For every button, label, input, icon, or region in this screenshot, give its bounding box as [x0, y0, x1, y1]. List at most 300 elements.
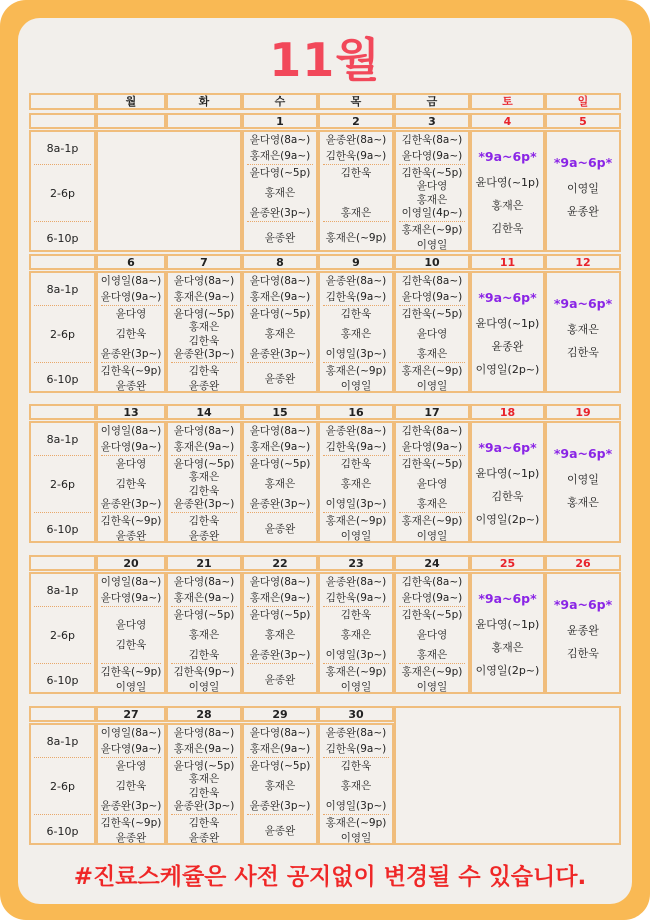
staff-entry: 윤다영(8a~)	[249, 425, 311, 437]
staff-entry: 윤종완(3p~)	[173, 498, 235, 510]
date-cell: 21	[166, 555, 242, 571]
staff-entry: 이영일	[340, 832, 372, 844]
day-cell	[166, 271, 242, 393]
time-slot-label: 6-10p	[46, 372, 79, 386]
date-cell: 23	[318, 555, 394, 571]
slot-divider	[101, 606, 161, 607]
staff-entry: 윤다영(8a~)	[173, 727, 235, 739]
staff-entry: 김한욱	[188, 335, 220, 347]
weekend-cell	[470, 572, 545, 694]
slot-divider	[171, 757, 237, 758]
staff-entry: 이영일(2p~)	[475, 664, 540, 677]
staff-entry: 홍재은(~9p)	[401, 365, 463, 377]
staff-entry: 이영일(4p~)	[401, 207, 463, 219]
staff-entry: 윤종완(3p~)	[249, 649, 311, 661]
staff-entry: 윤종완	[264, 825, 296, 837]
staff-entry: 윤다영(8a~)	[173, 576, 235, 588]
staff-entry: 홍재은(~9p)	[325, 515, 387, 527]
slot-divider	[323, 512, 389, 513]
date-cell: 14	[166, 404, 242, 420]
slot-divider	[399, 305, 465, 306]
staff-entry: 김한욱	[340, 458, 372, 470]
staff-entry: 윤다영	[416, 478, 448, 490]
empty-day-cell	[394, 706, 621, 845]
weekday-header: 화	[166, 93, 242, 110]
day-cell	[318, 723, 394, 845]
date-cell: 12	[545, 254, 621, 270]
slot-divider	[247, 221, 313, 222]
staff-entry: 김한욱	[567, 346, 599, 359]
time-slot-label: 2-6p	[50, 629, 75, 642]
date-cell: 6	[96, 254, 166, 270]
date-row-label	[29, 555, 96, 571]
date-cell: 11	[470, 254, 545, 270]
slot-divider	[171, 362, 237, 363]
staff-entry: 김한욱	[340, 760, 372, 772]
slot-divider	[399, 362, 465, 363]
date-cell: 2	[318, 113, 394, 129]
staff-entry: 이영일	[340, 681, 372, 693]
staff-entry: 김한욱	[115, 639, 147, 651]
slot-divider	[323, 221, 389, 222]
weekend-cell	[545, 130, 621, 252]
time-slot-label: 8a-1p	[46, 433, 79, 446]
weekend-cell	[545, 421, 621, 543]
staff-entry: 홍재은	[416, 498, 448, 510]
slot-divider	[101, 455, 161, 456]
staff-entry: 윤종완(8a~)	[325, 727, 387, 739]
slot-divider	[247, 455, 313, 456]
time-slot-column	[29, 271, 96, 393]
staff-entry: 홍재은(9a~)	[173, 743, 235, 755]
staff-entry: 이영일	[115, 681, 147, 693]
date-cell: 1	[242, 113, 318, 129]
slot-divider	[247, 814, 313, 815]
day-cell	[242, 130, 318, 252]
staff-entry: 이영일(8a~)	[100, 727, 162, 739]
date-row-label	[29, 404, 96, 420]
staff-entry: 윤다영(~5p)	[249, 167, 311, 179]
date-cell: 26	[545, 555, 621, 571]
staff-entry: 홍재은	[416, 194, 448, 206]
date-row-label	[29, 254, 96, 270]
staff-entry: 김한욱(~9p)	[100, 515, 162, 527]
date-row-label	[29, 113, 96, 129]
staff-entry: 윤다영(8a~)	[249, 576, 311, 588]
staff-entry: 윤다영(9a~)	[401, 592, 463, 604]
staff-entry: 홍재은(9a~)	[173, 592, 235, 604]
staff-entry: 윤다영	[416, 629, 448, 641]
staff-entry: 김한욱	[567, 647, 599, 660]
staff-entry: 김한욱(~9p)	[100, 817, 162, 829]
day-cell	[318, 421, 394, 543]
staff-entry: 홍재은(9a~)	[173, 441, 235, 453]
slot-divider	[101, 663, 161, 664]
staff-entry: 윤다영(~5p)	[249, 760, 311, 772]
staff-entry: 윤다영(8a~)	[249, 727, 311, 739]
date-cell: 9	[318, 254, 394, 270]
weekday-header: 토	[470, 93, 545, 110]
staff-entry: 김한욱(~5p)	[401, 458, 463, 470]
slot-divider	[101, 305, 161, 306]
staff-entry: 이영일	[416, 380, 448, 392]
weekday-header: 수	[242, 93, 318, 110]
day-cell	[394, 130, 470, 252]
staff-entry: 홍재은(9a~)	[249, 441, 311, 453]
day-cell	[394, 421, 470, 543]
staff-entry: 홍재은	[491, 199, 524, 212]
day-cell	[318, 572, 394, 694]
staff-entry: 김한욱	[188, 485, 220, 497]
schedule-notice: #진료스케쥴은 사전 공지없이 변경될 수 있습니다.	[73, 864, 587, 890]
staff-entry: 윤종완	[115, 380, 147, 392]
date-cell: 13	[96, 404, 166, 420]
day-cell	[394, 572, 470, 694]
staff-entry: 윤종완	[188, 380, 220, 392]
time-slot-label: 2-6p	[50, 478, 75, 491]
slot-divider	[399, 606, 465, 607]
staff-entry: 이영일(3p~)	[325, 800, 387, 812]
day-cell	[242, 421, 318, 543]
staff-entry: 윤다영(8a~)	[173, 275, 235, 287]
time-slot-label: 8a-1p	[46, 142, 79, 155]
staff-entry: 윤종완(3p~)	[249, 207, 311, 219]
weekend-hours: *9a~6p*	[553, 446, 613, 461]
date-cell: 24	[394, 555, 470, 571]
weekday-header: 일	[545, 93, 621, 110]
staff-entry: 홍재은(9a~)	[249, 150, 311, 162]
slot-divider	[323, 164, 389, 165]
date-cell: 27	[96, 706, 166, 722]
staff-entry: 이영일	[567, 473, 599, 486]
staff-entry: 김한욱(9a~)	[325, 441, 387, 453]
day-cell	[242, 723, 318, 845]
weekend-hours: *9a~6p*	[478, 440, 537, 455]
staff-entry: 이영일	[416, 681, 448, 693]
staff-entry: 윤종완	[567, 205, 599, 218]
date-cell: 3	[394, 113, 470, 129]
staff-entry: 홍재은	[264, 328, 296, 340]
page-title: 11월	[269, 33, 381, 87]
staff-entry: 윤종완(3p~)	[249, 800, 311, 812]
staff-entry: 윤다영(~1p)	[475, 618, 540, 631]
day-cell	[96, 421, 166, 543]
staff-entry: 홍재은	[416, 348, 448, 360]
staff-entry: 홍재은(~9p)	[325, 817, 387, 829]
slot-divider	[399, 164, 465, 165]
staff-entry: 윤종완(8a~)	[325, 275, 387, 287]
day-cell	[242, 572, 318, 694]
date-cell: 22	[242, 555, 318, 571]
slot-divider	[101, 814, 161, 815]
day-cell	[166, 572, 242, 694]
staff-entry: 윤종완(8a~)	[325, 425, 387, 437]
day-cell	[166, 421, 242, 543]
staff-entry: 홍재은	[188, 773, 220, 785]
slot-divider	[171, 814, 237, 815]
time-slot-label: 2-6p	[50, 187, 75, 200]
staff-entry: 홍재은(9a~)	[249, 743, 311, 755]
staff-entry: 윤다영(~5p)	[249, 308, 311, 320]
slot-divider	[101, 362, 161, 363]
slot-divider	[399, 663, 465, 664]
day-cell	[394, 271, 470, 393]
staff-entry: 김한욱(8a~)	[401, 134, 463, 146]
staff-entry: 김한욱(8a~)	[401, 425, 463, 437]
time-slot-column	[29, 421, 96, 543]
slot-divider	[247, 757, 313, 758]
staff-entry: 윤다영(9a~)	[401, 441, 463, 453]
slot-divider	[247, 164, 313, 165]
day-cell	[96, 723, 166, 845]
staff-entry: 김한욱(~5p)	[401, 609, 463, 621]
staff-entry: 윤다영	[115, 619, 147, 631]
staff-entry: 홍재은(9a~)	[249, 291, 311, 303]
weekend-cell	[470, 271, 545, 393]
staff-entry: 홍재은	[264, 187, 296, 199]
staff-entry: 홍재은	[264, 629, 296, 641]
slot-divider	[399, 455, 465, 456]
weekend-hours: *9a~6p*	[553, 296, 613, 311]
staff-entry: 윤종완	[264, 232, 296, 244]
staff-entry: 윤종완	[264, 674, 296, 686]
staff-entry: 홍재은	[264, 478, 296, 490]
staff-entry: 윤종완(3p~)	[173, 348, 235, 360]
staff-entry: 윤다영(~5p)	[249, 458, 311, 470]
date-cell: 20	[96, 555, 166, 571]
staff-entry: 김한욱	[115, 478, 147, 490]
staff-entry: 이영일	[340, 380, 372, 392]
date-cell: 17	[394, 404, 470, 420]
slot-divider	[247, 512, 313, 513]
day-cell	[96, 572, 166, 694]
staff-entry: 윤다영(8a~)	[173, 425, 235, 437]
weekday-header: 월	[96, 93, 166, 110]
staff-entry: 윤다영(~1p)	[475, 176, 540, 189]
staff-entry: 홍재은	[340, 780, 372, 792]
staff-entry: 윤다영(~5p)	[173, 458, 235, 470]
staff-entry: 윤다영(~5p)	[173, 308, 235, 320]
staff-entry: 홍재은	[340, 478, 372, 490]
staff-entry: 윤종완	[115, 832, 147, 844]
staff-entry: 김한욱	[340, 609, 372, 621]
staff-entry: 윤다영(~5p)	[249, 609, 311, 621]
time-slot-label: 8a-1p	[46, 283, 79, 296]
staff-entry: 김한욱(~5p)	[401, 308, 463, 320]
staff-entry: 김한욱	[188, 515, 220, 527]
staff-entry: 김한욱	[188, 365, 220, 377]
date-cell: 7	[166, 254, 242, 270]
staff-entry: 윤다영	[115, 458, 147, 470]
staff-entry: 윤다영	[115, 760, 147, 772]
staff-entry: 홍재은	[416, 649, 448, 661]
slot-divider	[323, 757, 389, 758]
slot-divider	[323, 814, 389, 815]
staff-entry: 홍재은	[340, 328, 372, 340]
date-cell: 30	[318, 706, 394, 722]
staff-entry: 이영일(2p~)	[475, 513, 540, 526]
staff-entry: 홍재은(~9p)	[401, 515, 463, 527]
date-cell: 16	[318, 404, 394, 420]
date-cell: 5	[545, 113, 621, 129]
weekday-header: 목	[318, 93, 394, 110]
staff-entry: 이영일	[416, 239, 448, 251]
staff-entry: 홍재은	[340, 629, 372, 641]
staff-entry: 홍재은(~9p)	[325, 365, 387, 377]
time-slot-label: 6-10p	[46, 673, 79, 687]
staff-entry: 윤다영(9a~)	[100, 743, 162, 755]
staff-entry: 윤종완(3p~)	[100, 348, 162, 360]
time-slot-label: 8a-1p	[46, 735, 79, 748]
date-row-label	[29, 706, 96, 722]
staff-entry: 윤다영(9a~)	[401, 150, 463, 162]
day-cell	[96, 271, 166, 393]
slot-divider	[323, 663, 389, 664]
slot-divider	[323, 305, 389, 306]
staff-entry: 김한욱(8a~)	[401, 275, 463, 287]
staff-entry: 김한욱(9a~)	[325, 150, 387, 162]
slot-divider	[171, 663, 237, 664]
staff-entry: 이영일	[340, 530, 372, 542]
staff-entry: 김한욱	[115, 328, 147, 340]
time-slot-column	[29, 130, 96, 252]
staff-entry: 홍재은(~9p)	[325, 666, 387, 678]
staff-entry: 윤다영	[416, 180, 448, 192]
staff-entry: 윤다영(~1p)	[475, 317, 540, 330]
staff-entry: 홍재은(~9p)	[325, 232, 387, 244]
staff-entry: 김한욱(~9p)	[100, 666, 162, 678]
slot-divider	[171, 606, 237, 607]
staff-entry: 홍재은(~9p)	[401, 666, 463, 678]
staff-entry: 윤다영(9a~)	[100, 291, 162, 303]
slot-divider	[171, 455, 237, 456]
staff-entry: 홍재은	[264, 780, 296, 792]
slot-divider	[399, 221, 465, 222]
slot-divider	[101, 757, 161, 758]
header-corner	[29, 93, 96, 110]
time-slot-label: 6-10p	[46, 231, 79, 245]
staff-entry: 홍재은	[491, 641, 524, 654]
staff-entry: 윤다영(~5p)	[173, 760, 235, 772]
slot-divider	[247, 606, 313, 607]
slot-divider	[247, 305, 313, 306]
slot-divider	[247, 663, 313, 664]
time-slot-label: 6-10p	[46, 522, 79, 536]
staff-entry: 윤다영(9a~)	[100, 441, 162, 453]
weekend-hours: *9a~6p*	[553, 155, 613, 170]
staff-entry: 윤종완	[264, 523, 296, 535]
staff-entry: 홍재은	[567, 496, 599, 509]
staff-entry: 윤다영(8a~)	[249, 134, 311, 146]
staff-entry: 홍재은	[188, 471, 220, 483]
staff-entry: 김한욱	[340, 167, 372, 179]
time-slot-label: 6-10p	[46, 824, 79, 838]
date-cell: 28	[166, 706, 242, 722]
staff-entry: 이영일(3p~)	[325, 348, 387, 360]
staff-entry: 윤다영(8a~)	[249, 275, 311, 287]
staff-entry: 이영일	[567, 182, 599, 195]
staff-entry: 김한욱(9a~)	[325, 291, 387, 303]
staff-entry: 김한욱	[340, 308, 372, 320]
weekend-hours: *9a~6p*	[553, 597, 613, 612]
staff-entry: 홍재은	[188, 321, 220, 333]
staff-entry: 김한욱(~9p)	[100, 365, 162, 377]
slot-divider	[171, 305, 237, 306]
staff-entry: 김한욱	[188, 817, 220, 829]
staff-entry: 김한욱	[115, 780, 147, 792]
weekend-hours: *9a~6p*	[478, 591, 537, 606]
staff-entry: 윤종완	[188, 832, 220, 844]
time-slot-label: 2-6p	[50, 328, 75, 341]
staff-entry: 윤종완	[567, 624, 599, 637]
staff-entry: 이영일(8a~)	[100, 425, 162, 437]
staff-entry: 이영일(8a~)	[100, 275, 162, 287]
staff-entry: 김한욱(9a~)	[325, 592, 387, 604]
staff-entry: 김한욱	[491, 222, 524, 235]
staff-entry: 홍재은(9a~)	[173, 291, 235, 303]
staff-entry: 윤다영(9a~)	[401, 291, 463, 303]
slot-divider	[399, 512, 465, 513]
slot-divider	[323, 362, 389, 363]
weekend-hours: *9a~6p*	[478, 290, 537, 305]
staff-entry: 윤다영	[416, 328, 448, 340]
staff-entry: 홍재은	[567, 323, 599, 336]
date-cell: 15	[242, 404, 318, 420]
staff-entry: 윤종완	[115, 530, 147, 542]
staff-entry: 윤종완(8a~)	[325, 576, 387, 588]
staff-entry: 홍재은(9a~)	[249, 592, 311, 604]
staff-entry: 윤종완(3p~)	[173, 800, 235, 812]
date-cell: 10	[394, 254, 470, 270]
staff-entry: 홍재은	[340, 207, 372, 219]
slot-divider	[323, 606, 389, 607]
staff-entry: 김한욱	[188, 787, 220, 799]
staff-entry: 윤종완	[188, 530, 220, 542]
day-cell	[166, 723, 242, 845]
slot-divider	[101, 512, 161, 513]
staff-entry: 윤다영	[115, 308, 147, 320]
day-cell	[242, 271, 318, 393]
date-cell: 29	[242, 706, 318, 722]
staff-entry: 이영일(8a~)	[100, 576, 162, 588]
date-cell	[166, 113, 242, 129]
staff-entry: 윤다영(~5p)	[173, 609, 235, 621]
staff-entry: 윤다영(9a~)	[100, 592, 162, 604]
date-cell: 8	[242, 254, 318, 270]
slot-divider	[323, 455, 389, 456]
date-cell	[96, 113, 166, 129]
staff-entry: 윤다영(~1p)	[475, 467, 540, 480]
staff-entry: 이영일(3p~)	[325, 649, 387, 661]
empty-day-cell	[96, 130, 242, 252]
staff-entry: 윤종완	[491, 340, 524, 353]
day-cell	[318, 271, 394, 393]
staff-entry: 윤종완	[264, 373, 296, 385]
staff-entry: 이영일(2p~)	[475, 363, 540, 376]
slot-divider	[171, 512, 237, 513]
weekend-cell	[545, 572, 621, 694]
staff-entry: 이영일	[188, 681, 220, 693]
day-cell	[318, 130, 394, 252]
slot-divider	[247, 362, 313, 363]
staff-entry: 윤종완(3p~)	[100, 800, 162, 812]
staff-entry: 이영일(3p~)	[325, 498, 387, 510]
staff-entry: 김한욱(9a~)	[325, 743, 387, 755]
weekend-cell	[470, 421, 545, 543]
staff-entry: 윤종완(3p~)	[100, 498, 162, 510]
weekday-header: 금	[394, 93, 470, 110]
staff-entry: 김한욱(~5p)	[401, 167, 463, 179]
